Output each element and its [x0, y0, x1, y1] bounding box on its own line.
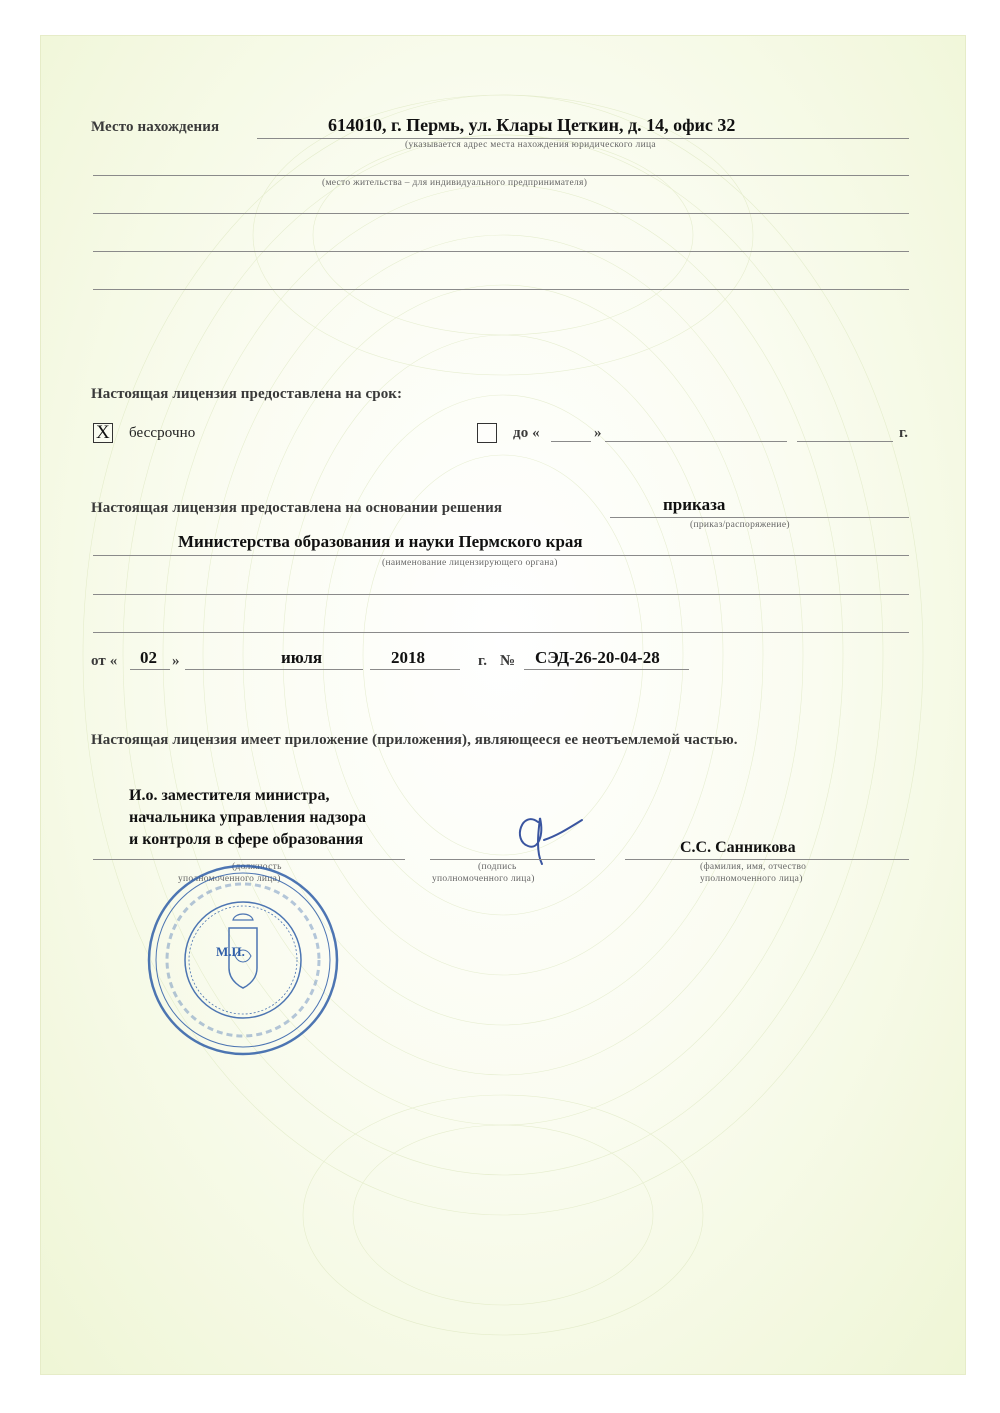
signature-hint-1: (подпись	[478, 862, 517, 872]
date-month-line	[185, 669, 363, 670]
until-day-line	[551, 441, 591, 442]
address-line-2	[93, 175, 909, 176]
date-day-close: »	[172, 653, 180, 669]
date-year: 2018	[391, 648, 425, 667]
unlimited-label: бессрочно	[129, 425, 196, 441]
address-value: 614010, г. Пермь, ул. Клары Цеткин, д. 14, офис 32	[328, 115, 736, 135]
date-year-line	[370, 669, 460, 670]
document-number-line	[524, 669, 689, 670]
signature-line	[430, 859, 595, 860]
date-month: июля	[281, 648, 323, 667]
date-day: 02	[140, 648, 157, 667]
official-stamp	[143, 860, 343, 1060]
date-day-line	[130, 669, 170, 670]
until-checkbox	[477, 423, 497, 443]
decision-type-line	[610, 517, 909, 518]
term-heading: Настоящая лицензия предоставлена на срок:	[91, 386, 403, 402]
blank-line-5	[93, 632, 909, 633]
blank-line-3	[93, 289, 909, 290]
blank-line-2	[93, 251, 909, 252]
name-line	[625, 859, 909, 860]
authority-name: Министерства образования и науки Пермского края	[178, 532, 583, 551]
blank-line-4	[93, 594, 909, 595]
decision-type: приказа	[663, 495, 726, 514]
address-hint-individual: (место жительства – для индивидуального предпринимателя)	[322, 178, 588, 188]
address-label: Место нахождения	[91, 119, 220, 135]
license-sheet	[40, 35, 966, 1375]
address-hint-legal: (указывается адрес места нахождения юридического лица	[405, 140, 656, 150]
name-hint-2: уполномоченного лица)	[700, 874, 803, 884]
signature-hint-2: уполномоченного лица)	[432, 874, 535, 884]
name-hint-1: (фамилия, имя, отчество	[700, 862, 807, 872]
appendix-note: Настоящая лицензия имеет приложение (приложения), являющееся ее неотъемлемой частью.	[91, 732, 738, 748]
document-number: СЭД-26-20-04-28	[535, 648, 660, 667]
until-year-line	[797, 441, 893, 442]
until-close: »	[594, 425, 602, 441]
position-line-3: и контроля в сфере образования	[129, 831, 364, 848]
address-line	[257, 138, 909, 139]
until-label: до «	[513, 425, 540, 441]
date-year-suffix: г.	[478, 653, 488, 669]
position-line-2: начальника управления надзора	[129, 809, 367, 826]
number-sign: №	[500, 653, 516, 669]
stamp-mp-label: М.П.	[216, 944, 245, 959]
basis-heading: Настоящая лицензия предоставлена на основании решения	[91, 500, 503, 516]
decision-type-hint: (приказ/распоряжение)	[690, 520, 790, 530]
authority-line	[93, 555, 909, 556]
position-hint-2: уполномоченного лица)	[178, 874, 281, 884]
until-month-line	[605, 441, 787, 442]
date-from-label: от «	[91, 653, 118, 669]
unlimited-check-mark: X	[96, 422, 110, 443]
position-hint-1: (должность	[232, 862, 282, 872]
position-line-1: И.о. заместителя министра,	[129, 787, 330, 804]
blank-line-1	[93, 213, 909, 214]
until-year-suffix: г.	[899, 425, 909, 441]
signatory-name: С.С. Санникова	[680, 839, 796, 856]
authority-hint: (наименование лицензирующего органа)	[382, 558, 558, 568]
